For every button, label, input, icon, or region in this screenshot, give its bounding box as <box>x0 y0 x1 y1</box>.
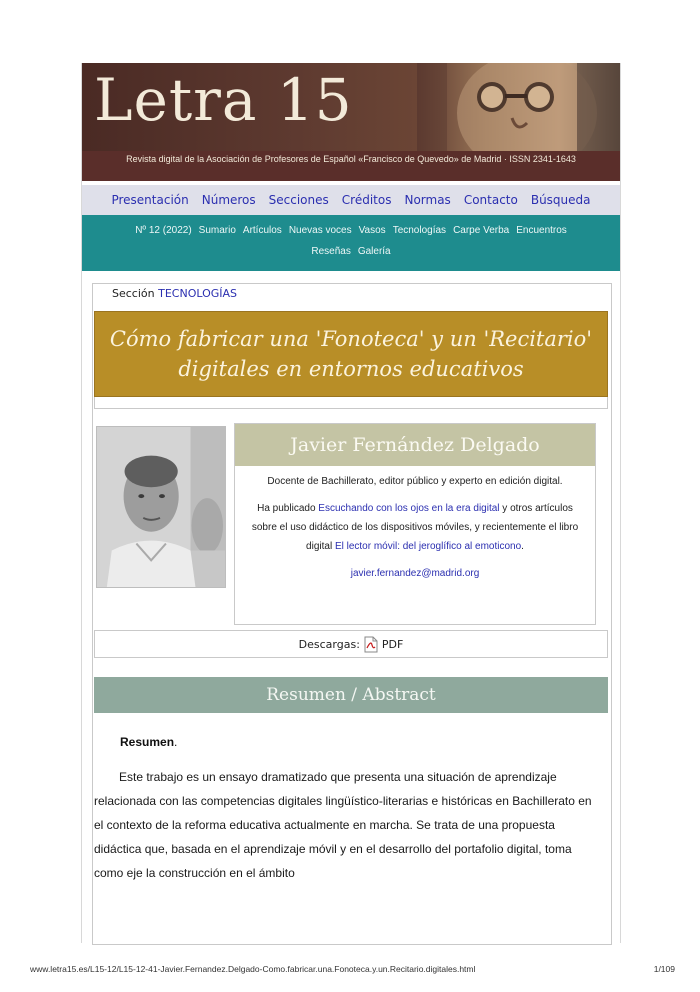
issue-nav-tecnologias[interactable]: Tecnologías <box>392 225 447 236</box>
nav-creditos[interactable]: Créditos <box>341 193 392 207</box>
article-title-box <box>94 311 608 397</box>
site-subtitle: Revista digital de la Asociación de Profesores de Español «Francisco de Quevedo» de Madrid · ISSN 2341-1643 <box>82 151 620 181</box>
downloads-bar <box>94 630 608 658</box>
author-photo <box>96 426 226 588</box>
issue-nav-sumario[interactable]: Sumario <box>198 225 236 236</box>
print-page-number: 1/109 <box>653 964 675 974</box>
quevedo-portrait-image <box>417 63 620 151</box>
page <box>81 63 621 943</box>
banner <box>82 63 620 181</box>
pdf-icon[interactable] <box>364 636 378 653</box>
issue-nav <box>82 215 620 271</box>
title-box-footer <box>94 397 608 409</box>
issue-nav-vasos[interactable]: Vasos <box>358 225 386 236</box>
article-title-line-2: digitales en entornos educativos <box>178 357 524 381</box>
abstract-heading: Resumen / Abstract <box>94 677 608 713</box>
resumen-label: Resumen <box>120 735 175 749</box>
issue-nav-nuevas-voces[interactable]: Nuevas voces <box>288 225 352 236</box>
nav-normas[interactable]: Normas <box>404 193 451 207</box>
issue-nav-articulos[interactable]: Artículos <box>242 225 282 236</box>
author-email-link[interactable]: javier.fernandez@madrid.org <box>350 568 480 579</box>
book-link-escuchando[interactable]: Escuchando con los ojos en la era digital <box>318 503 500 514</box>
nav-busqueda[interactable]: Búsqueda <box>530 193 591 207</box>
issue-nav-row-2 <box>82 246 620 257</box>
article-title-line-1: Cómo fabricar una 'Fonoteca' y un 'Recitario' <box>109 327 593 351</box>
nav-presentacion[interactable]: Presentación <box>111 193 189 207</box>
book-link-lector-movil[interactable]: El lector móvil: del jeroglífico al emoticono <box>334 541 522 552</box>
bio-suffix: . <box>521 541 524 552</box>
resumen-paragraph: Este trabajo es un ensayo dramatizado que presenta una situación de aprendizaje relacionada con las competencias digitales lingüístico-literarias e históricas en Bachillerato en el contexto de la reforma educativa actualmente en marcha. Se trata de una propuesta didáctica que, basada en el aprendizaje móvil y en el desarrollo del portafolio digital, toma como eje la construcción en el ámbito <box>94 770 592 880</box>
issue-nav-resenas[interactable]: Reseñas <box>311 246 351 257</box>
section-link[interactable]: TECNOLOGÍAS <box>158 287 238 300</box>
nav-secciones[interactable]: Secciones <box>268 193 329 207</box>
issue-nav-carpe-verba[interactable]: Carpe Verba <box>453 225 510 236</box>
resumen-body <box>94 765 594 885</box>
resumen-heading <box>120 735 177 749</box>
section-line <box>112 287 237 300</box>
article-title <box>110 324 592 384</box>
print-url: www.letra15.es/L15-12/L15-12-41-Javier.Fernandez.Delgado-Como.fabricar.una.Fonoteca.y.un.Recitario.digitales.html <box>30 964 476 974</box>
bio-prefix: Ha publicado <box>257 503 319 514</box>
pdf-download-link[interactable]: PDF <box>381 637 404 651</box>
issue-nav-row-1 <box>82 225 620 236</box>
nav-numeros[interactable]: Números <box>201 193 256 207</box>
author-name: Javier Fernández Delgado <box>235 424 595 466</box>
bio-mid: y otros artículos sobre el uso didáctico de los dispositivos móviles, y recientemente el libro digital <box>251 503 579 552</box>
site-logo[interactable]: Letra 15 <box>94 66 353 134</box>
author-bio-2 <box>249 499 581 556</box>
resumen-period: . <box>174 735 178 749</box>
issue-nav-numero[interactable]: Nº 12 (2022) <box>135 225 192 236</box>
issue-nav-encuentros[interactable]: Encuentros <box>516 225 567 236</box>
author-bio-1: Docente de Bachillerato, editor público y experto en edición digital. <box>267 476 563 487</box>
issue-nav-galeria[interactable]: Galería <box>357 246 391 257</box>
nav-contacto[interactable]: Contacto <box>463 193 518 207</box>
main-nav <box>82 185 620 215</box>
author-card <box>234 423 596 625</box>
section-label: Sección <box>112 287 159 300</box>
downloads-label: Descargas: <box>298 637 360 651</box>
author-bio <box>235 466 595 583</box>
